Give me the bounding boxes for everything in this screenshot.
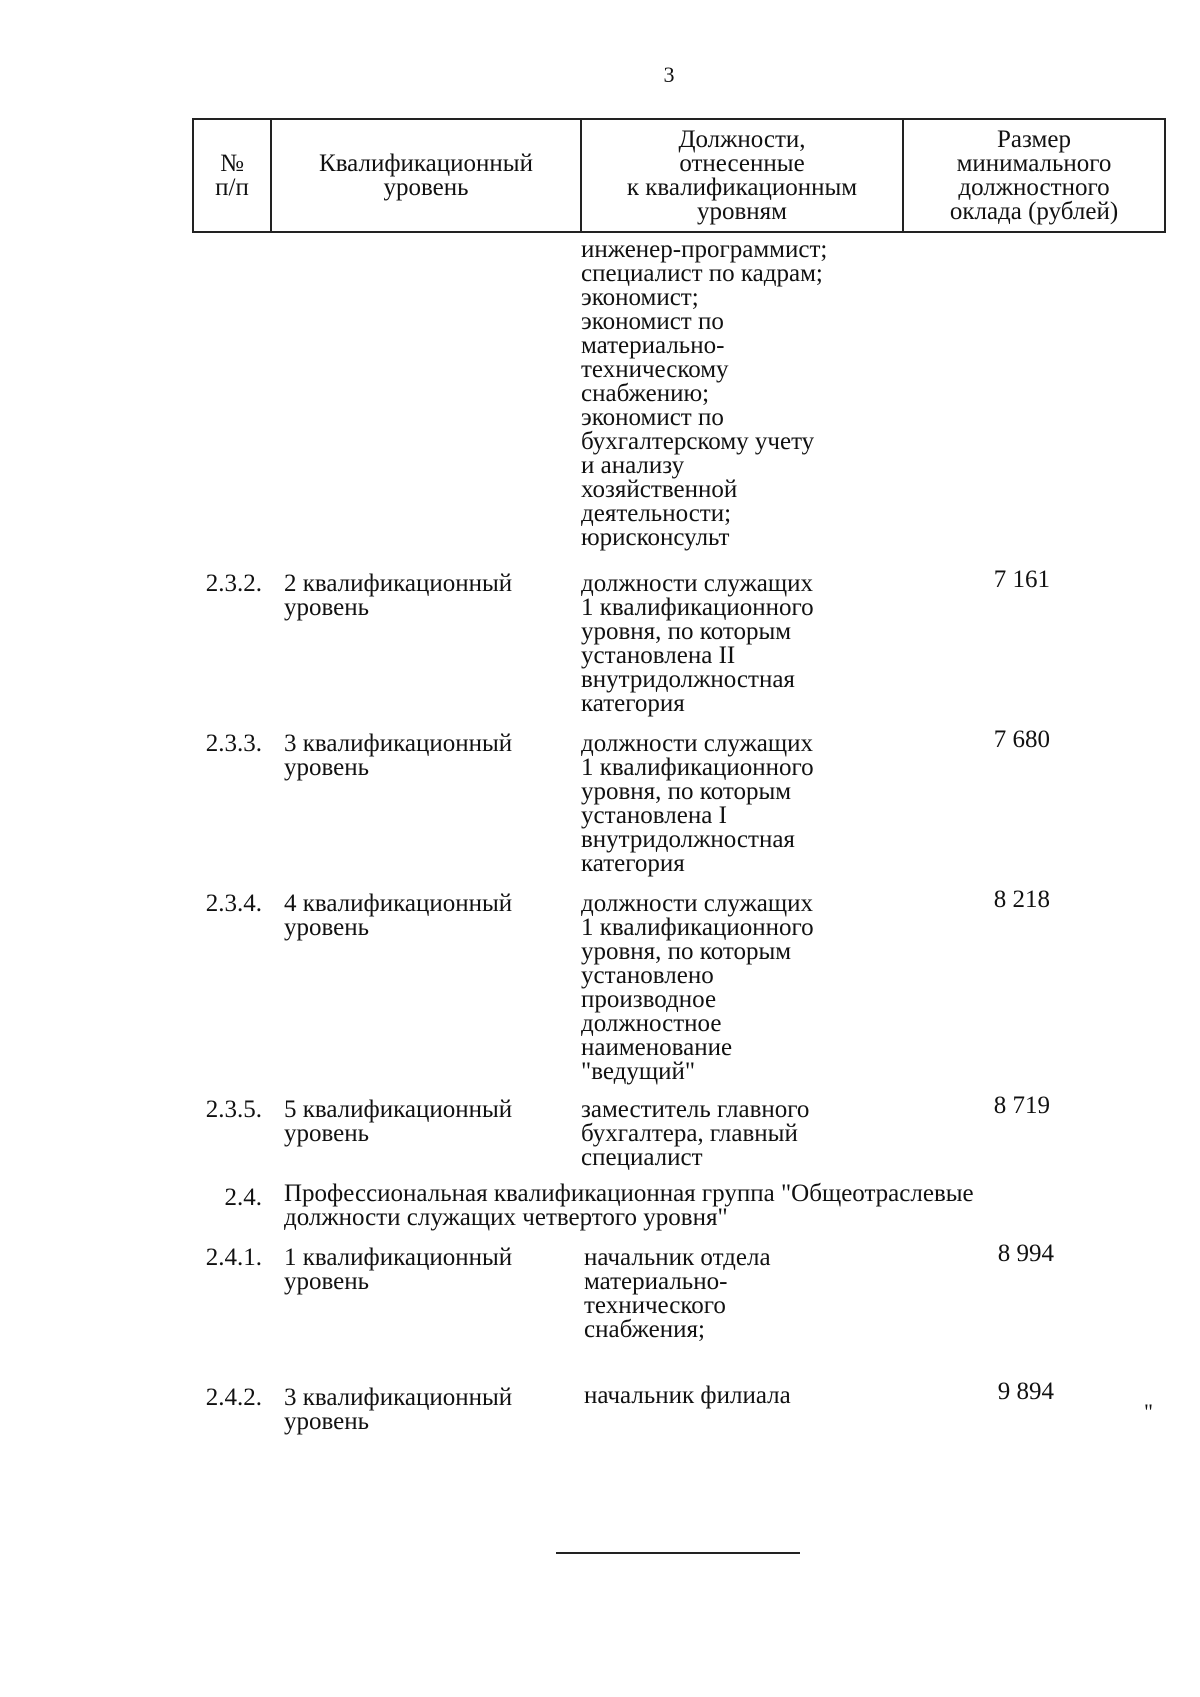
header-positions [581, 119, 903, 232]
header-level [271, 119, 581, 232]
row-salary: 7 680 [993, 726, 1050, 753]
row-number: 2.3.3. [205, 730, 262, 757]
continuation-positions: инженер-программист; специалист по кадрам; экономист; экономист по материально- техническому снабжению; экономист по бухгалтерскому учету и анализу хозяйственной деятельности; юрисконсульт [581, 236, 828, 551]
row-salary: 8 994 [997, 1240, 1054, 1267]
bottom-rule [556, 1552, 800, 1554]
row-positions: начальник отдела материально- технического снабжения; [584, 1244, 771, 1343]
row-positions: должности служащих 1 квалификационного уровня, по которым установлена II внутридолжностная категория [581, 570, 814, 717]
row-level: 4 квалификационный уровень [284, 890, 513, 941]
row-salary: 8 719 [993, 1092, 1050, 1119]
header-salary [903, 119, 1165, 232]
row-number: 2.3.4. [205, 890, 262, 917]
header-positions-text: Должности, отнесенные к квалификационным уровням [626, 125, 858, 225]
row-level: 1 квалификационный уровень [284, 1244, 513, 1295]
row-positions: должности служащих 1 квалификационного уровня, по которым установлена I внутридолжностная категория [581, 730, 814, 877]
header-number-text: № п/п [215, 149, 249, 201]
row-level: 3 квалификационный уровень [284, 1384, 513, 1435]
row-number: 2.4.2. [205, 1384, 262, 1411]
row-number: 2.4.1. [205, 1244, 262, 1271]
row-level: 2 квалификационный уровень [284, 570, 513, 621]
row-level: 3 квалификационный уровень [284, 730, 513, 781]
table-header [192, 118, 1166, 233]
group-title: Профессиональная квалификационная группа "Общеотраслевые должности служащих четвертого уровня" [284, 1180, 974, 1231]
group-number: 2.4. [224, 1184, 262, 1211]
row-salary: 7 161 [993, 566, 1050, 593]
header-number [193, 119, 271, 232]
row-number: 2.3.2. [205, 570, 262, 597]
row-number: 2.3.5. [205, 1096, 262, 1123]
row-positions: заместитель главного бухгалтера, главный специалист [581, 1096, 810, 1171]
header-level-text: Квалификационный уровень [319, 149, 533, 201]
page-number: 3 [663, 62, 675, 87]
row-salary: 9 894 [997, 1378, 1054, 1405]
row-positions: начальник филиала [584, 1382, 791, 1409]
closing-quote: " [1144, 1399, 1153, 1424]
row-positions: должности служащих 1 квалификационного уровня, по которым установлено производное должностное наименование "ведущий" [581, 890, 814, 1085]
row-salary: 8 218 [993, 886, 1050, 913]
row-level: 5 квалификационный уровень [284, 1096, 513, 1147]
header-salary-text: Размер минимального должностного оклада (рублей) [949, 125, 1119, 225]
